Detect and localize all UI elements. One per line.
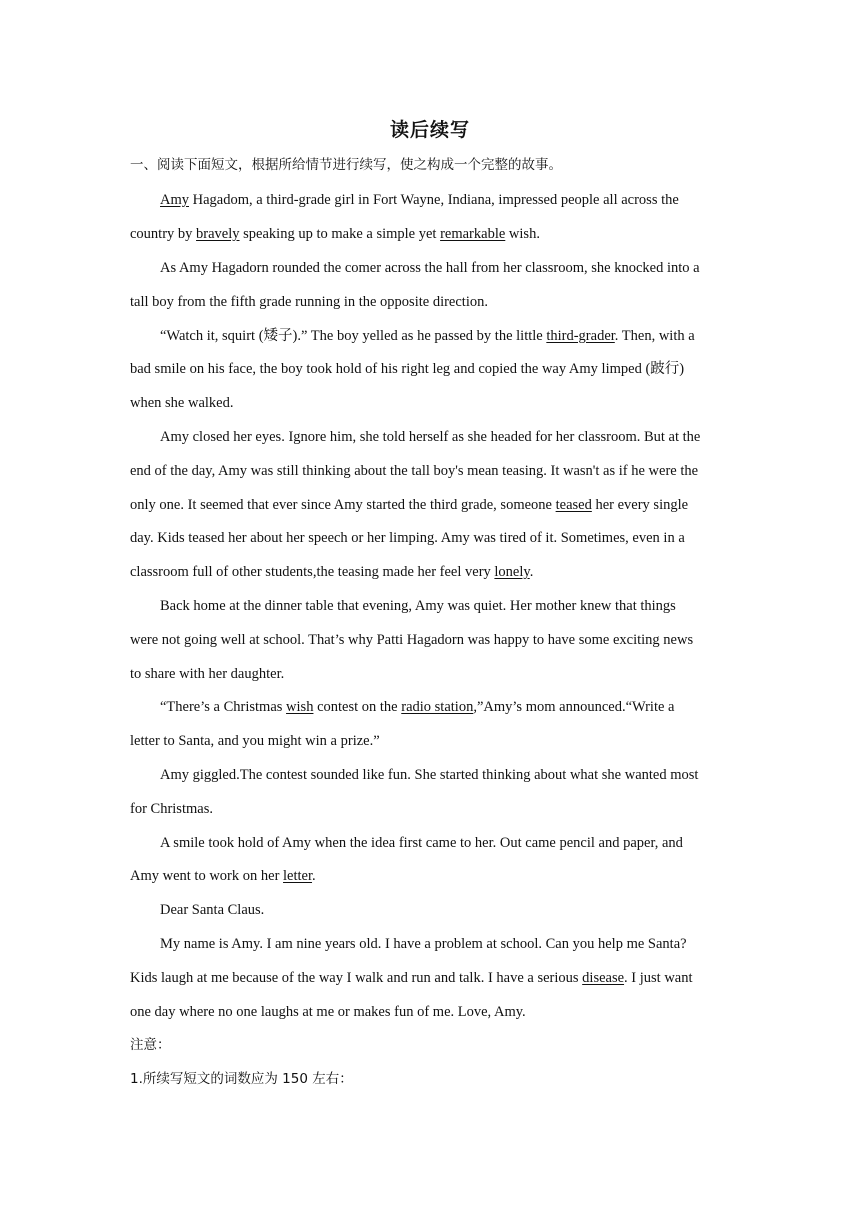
underlined-word: radio station	[401, 699, 474, 715]
paragraph-2-line-2: tall boy from the fifth grade running in the opposite direction.	[130, 294, 488, 310]
paragraph-1-line-1	[160, 190, 679, 210]
text-run: classroom full of other students,the teasing made her feel very	[130, 564, 495, 580]
paragraph-3-line-1	[160, 326, 695, 346]
paragraph-4-line-4: day. Kids teased her about her speech or her limping. Amy was tired of it. Sometimes, even in a	[130, 530, 685, 546]
paragraph-2-line-1: As Amy Hagadorn rounded the comer across the hall from her classroom, she knocked into a	[160, 260, 700, 276]
paragraph-10-line-2	[130, 968, 693, 988]
paragraph-7-line-2: for Christmas.	[130, 801, 213, 817]
paragraph-5-line-2: were not going well at school. That’s why Patti Hagadorn was happy to have some exciting news	[130, 632, 694, 648]
paragraph-10-line-3: one day where no one laughs at me or makes fun of me. Love, Amy.	[130, 1004, 526, 1020]
paragraph-3-line-3: when she walked.	[130, 395, 234, 411]
underlined-word: Amy	[160, 192, 189, 208]
text-run: “There’s a Christmas	[160, 699, 287, 715]
paragraph-3-line-2: bad smile on his face, the boy took hold of his right leg and copied the way Amy limped (跛行)	[130, 361, 685, 377]
underlined-word: disease	[582, 970, 625, 986]
underlined-word: wish	[286, 699, 314, 715]
underlined-word: letter	[283, 868, 313, 884]
text-run: only one. It seemed that ever since Amy started the third grade, someone	[130, 497, 556, 513]
text-run: Hagadom, a third-grade girl in Fort Wayne, Indiana, impressed people all across the	[189, 192, 679, 208]
text-run: Kids laugh at me because of the way I walk and run and talk. I have a serious	[130, 970, 583, 986]
text-run: wish.	[505, 226, 540, 242]
paragraph-6-line-1	[160, 697, 675, 717]
text-run: .	[529, 564, 534, 580]
text-run: speaking up to make a simple yet	[239, 226, 441, 242]
text-run: . I just want	[624, 970, 693, 986]
text-run: “Watch it, squirt (矮子).” The boy yelled as he passed by the little	[160, 328, 547, 344]
paragraph-8-line-1: A smile took hold of Amy when the idea first came to her. Out came pencil and paper, and	[160, 835, 683, 851]
paragraph-4-line-5	[130, 562, 533, 582]
text-run: .	[312, 868, 316, 884]
letter-salutation: Dear Santa Claus.	[160, 902, 265, 918]
underlined-word: lonely	[494, 564, 530, 580]
note-label: 注意：	[130, 1037, 171, 1053]
paragraph-8-line-2	[130, 866, 316, 886]
paragraph-5-line-1: Back home at the dinner table that evening, Amy was quiet. Her mother knew that things	[160, 598, 676, 614]
paragraph-7-line-1: Amy giggled.The contest sounded like fun. She started thinking about what she wanted most	[160, 767, 699, 783]
text-run: country by	[130, 226, 197, 242]
note-item-1: 1.所续写短文的词数应为 150 左右：	[130, 1071, 353, 1087]
underlined-word: bravely	[196, 226, 240, 242]
paragraph-5-line-3: to share with her daughter.	[130, 666, 285, 682]
paragraph-4-line-1: Amy closed her eyes. Ignore him, she told herself as she headed for her classroom. But at the	[160, 429, 701, 445]
underlined-word: teased	[555, 497, 592, 513]
text-run: Amy went to work on her	[130, 868, 284, 884]
paragraph-6-line-2: letter to Santa, and you might win a prize.”	[130, 733, 380, 749]
instruction-text: 一、阅读下面短文，根据所给情节进行续写，使之构成一个完整的故事。	[130, 157, 562, 173]
paragraph-4-line-2: end of the day, Amy was still thinking about the tall boy's mean teasing. It wasn't as if he were the	[130, 463, 699, 479]
underlined-word: third-grader	[546, 328, 615, 344]
paragraph-1-line-2	[130, 224, 540, 244]
page-title: 读后续写	[389, 119, 470, 141]
underlined-word: remarkable	[440, 226, 506, 242]
text-run: her every single	[591, 497, 689, 513]
text-run: contest on the	[313, 699, 402, 715]
text-run: . Then, with a	[614, 328, 695, 344]
paragraph-10-line-1: My name is Amy. I am nine years old. I have a problem at school. Can you help me Santa?	[160, 936, 687, 952]
text-run: ,”Amy’s mom announced.“Write a	[473, 699, 675, 715]
paragraph-4-line-3	[130, 495, 688, 515]
